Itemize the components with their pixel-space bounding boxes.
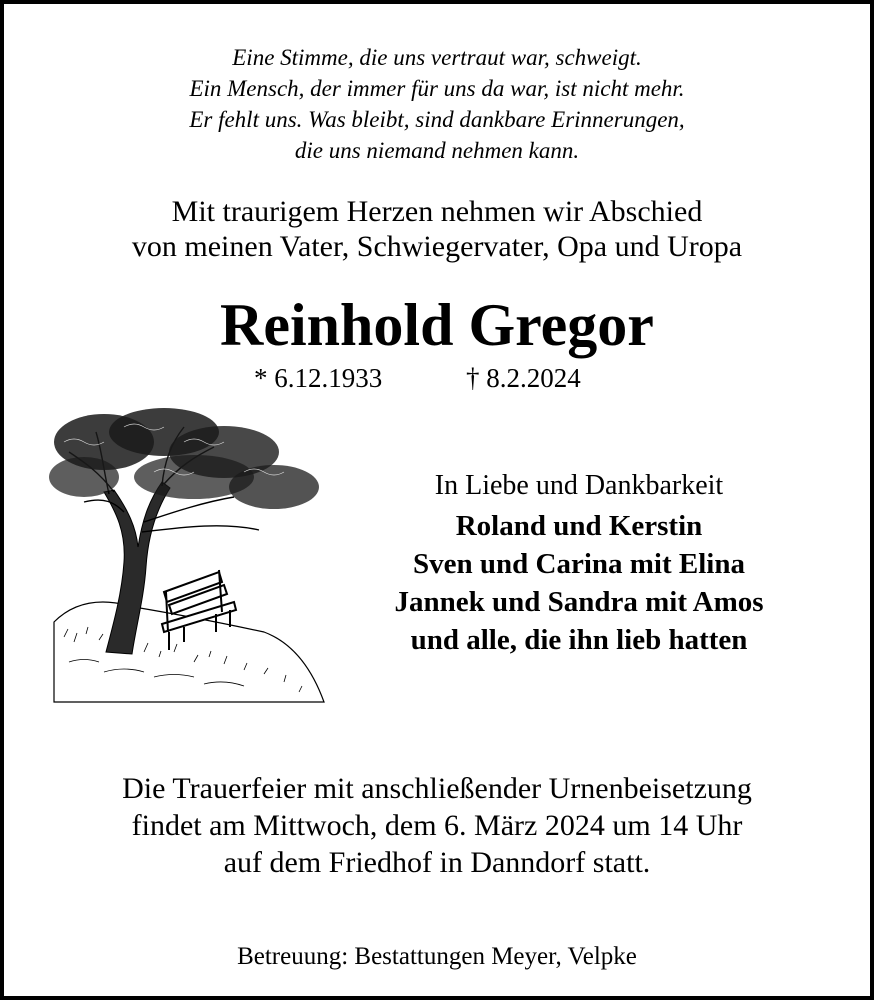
intro-line: von meinen Vater, Schwiegervater, Opa und Uropa	[131, 230, 743, 263]
death-date: † 8.2.2024	[466, 363, 581, 393]
tree-and-bench-illustration	[44, 402, 329, 707]
mourner-name: und alle, die ihn lieb hatten	[410, 624, 748, 656]
farewell-intro	[4, 194, 870, 264]
mourner-name: Roland und Kerstin	[455, 510, 703, 542]
memorial-poem	[4, 42, 870, 166]
deceased-name: Reinhold Gregor	[220, 292, 654, 358]
intro-line: Mit traurigem Herzen nehmen wir Abschied	[171, 195, 703, 228]
service-line: findet am Mittwoch, dem 6. März 2024 um 14 Uhr	[131, 809, 743, 842]
poem-line: die uns niemand nehmen kann.	[294, 138, 580, 163]
undertaker-credit: Betreuung: Bestattungen Meyer, Velpke	[237, 943, 637, 970]
poem-line: Eine Stimme, die uns vertraut war, schweigt.	[232, 45, 642, 70]
service-line: Die Trauerfeier mit anschließender Urnenbeisetzung	[122, 772, 752, 805]
mourners-block	[344, 469, 814, 659]
birth-date: * 6.12.1933	[254, 363, 383, 393]
poem-line: Ein Mensch, der immer für uns da war, ist nicht mehr.	[189, 76, 685, 101]
funeral-service-info	[4, 770, 870, 881]
poem-line: Er fehlt uns. Was bleibt, sind dankbare Erinnerungen,	[189, 107, 685, 132]
service-line: auf dem Friedhof in Danndorf statt.	[223, 846, 651, 879]
mourner-name: Jannek und Sandra mit Amos	[394, 586, 764, 618]
mourner-name: Sven und Carina mit Elina	[413, 548, 745, 580]
dedication-line: In Liebe und Dankbarkeit	[434, 470, 724, 501]
